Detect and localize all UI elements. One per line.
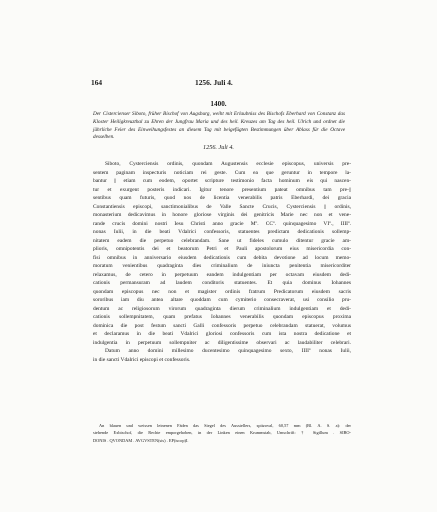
running-title: 1256. Juli 4. [195,78,233,87]
text-line: moratum venientibus quadraginta dies criminalium de iniuncta penitentia misericorditer [93,263,351,270]
text-line: monasterium dedicavimus in honore gloriose virginis dei genitricis Marie nec non et vene- [93,212,351,219]
text-line: tur et exurgent posteris indicari. Igitur tenore presentium pateat omnibus tam pre-|| [93,186,351,193]
text-line: Datum anno domini millesimo ducentesimo quinquagesimo sexto, IIIIº nonas Iulii, [105,348,351,355]
footnote-line: stehende Exbischof, die Rechte emporgehoben, in der Linken einen Krummstab, Umschrift: † Sigillum . SIBO- [93,430,351,436]
page-number: 164 [91,78,103,87]
text-line: Siboto, Cysterciensis ordinis, quondam Augustensis ecclesie episcopus, universis pre- [105,161,351,167]
text-line: quondam episcopus nec non et magister ordinis fratrum Predicatorum eiusdem sacris [93,288,351,295]
text-line: sentibus quam futuris, quod nos de licentia venerabilis patris Eberhardi, dei gracia [93,195,351,202]
text-line: Constantiensis episcopi, sanctimonialibus de Valle Sancte Crucis, Cysterciensis || ordinis, [93,203,351,210]
text-line: indulgentia in perpetuum sollempniter ac diligentissime observari ac laudabiliter celebrari. [93,339,351,346]
text-line: dominica die post festum sancti Galli confessoris perpetuo celebrandam statuerat, volumus [93,322,351,329]
text-line: rande crucis domini nostri Iesu Christi anno gracie Mº. CCº. quinquagesimo VIº., IIIIº. [93,220,351,227]
text-line: bantur || etiam cum eodem, oportet scripture testimonio facta hominum eis qui nascen- [93,178,351,185]
text-line: cationis permansuram ad laudem conditoris statuentes. Et quia dominus Iohannes [93,280,351,287]
text-line: et declaramus in die beati Vdalrici gloriosi confessoris cum ista nostra dedicatione et [93,331,351,338]
regest-summary: Der Cistercienser Siboto, früher Bischof von Augsburg, weiht mit Erlaubniss des Bischofs Eberhard von Constanz das Kloster Heiligkreuzthal zu Ehren der Jungfrau Maria und des heil. Kreuzes am Tag des heil. Ulrich und ordnet die jährliche Feier des Einweihungsfestes an diesem Tag mit beigefügten Bestimmungen über Ablass für die Octave desselben. [93,111,345,141]
running-head [91,78,346,88]
text-line: nitatem eadem die perpetuo celebrandam. Sane ut fideles cumulo ditentur gracie am- [93,237,351,244]
text-line: cationis sollempnitatem, quam prefatus Iohannes venerabilis quondam episcopus proxima [93,314,351,321]
text-line: in die sancti Vdalrici episcopi et confessoris. [93,356,191,363]
seal-footnote [93,422,351,444]
text-line: relaxamus, de cetero in perpetuum eandem indulgentiam per octavam eiusdem dedi- [93,271,351,278]
document-number: 1400. [210,100,227,108]
footnote-line: An blauen und weissen leinenen Fäden das Siegel des Ausstellers, spitzoval, 60,57 mm (Bl. A. S. a): der [99,423,351,428]
text-line: fisi omnibus in anniversario eiusdem dedicationis cum debita devotione ad locum memo- [93,254,351,261]
text-line: dentum ac religiosorum virorum quadraginta dierum criminalium indulgentiam et dedi- [93,305,351,312]
text-line: sentem paginam inspecturis noticiam rei geste. Cum ea que geruntur in tempore la- [93,169,351,176]
dateline: 1256. Juli 4. [203,144,234,151]
text-line: nonas Iulii, in die beati Vdalrici confessoris, statuentes predictam dedicationis sollemp- [93,229,351,236]
text-line: sororibus iam diu antea altare quoddam cum cymiterio consecraverat, usi consilio pru- [93,297,351,304]
footnote-line: DONIS . QVONDAM . AVGVSTEN(sis) . EP(iscop)I. [93,437,189,443]
charter-text [93,160,351,364]
text-line: plioris, omnipotentis dei et beatorum Petri et Pauli apostolorum eius misericordia con- [93,246,351,253]
